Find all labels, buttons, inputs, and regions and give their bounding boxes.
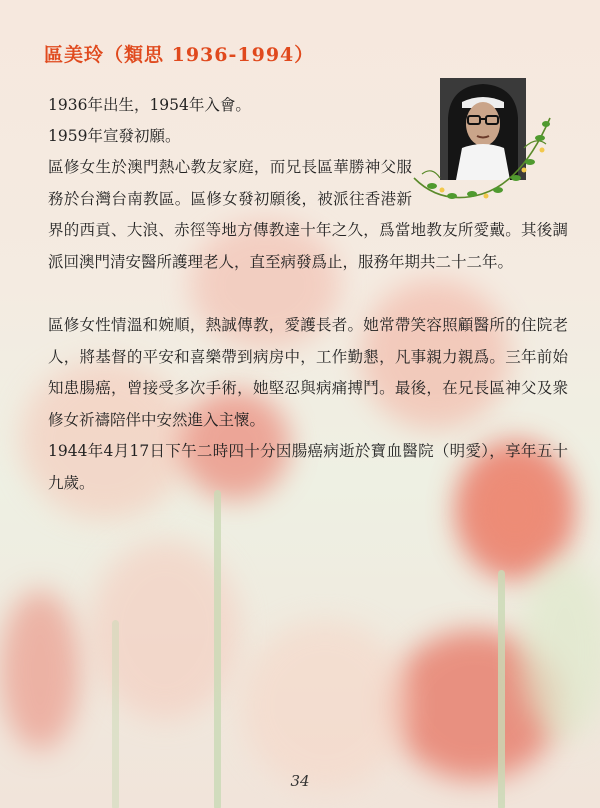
paragraph-vows: 1959年宣發初願。 [48, 127, 181, 145]
paragraph-mission-text: 區修女生於澳門熱心教友家庭，而兄長區華勝神父服務於台灣台南教區。區修女發初願後，被派往香港新界的西貢、大浪、赤徑等地方傳教達十年之久，爲當地教友所愛戴。其後調派回澳門清安醫所護理老人，直至病發爲止，服務年期共二十二年。 [48, 158, 568, 271]
photo-float-spacer [412, 152, 568, 214]
paragraph-character: 區修女性情溫和婉順，熱誠傳教，愛護長者。她常帶笑容照顧醫所的住院老人，將基督的平安和喜樂帶到病房中，工作勤懇，凡事親力親爲。三年前始知患腸癌，曾接受多次手術，她堅忍與病痛搏鬥。最後，在兄長區神父及衆修女祈禱陪伴中安然進入主懷。 [48, 316, 568, 429]
page-title: 區美玲（類思 1936-1994） [44, 44, 315, 66]
page-number: 34 [290, 772, 310, 790]
paragraph-death: 1944年4月17日下午二時四十分因腸癌病逝於寶血醫院（明愛），享年五十九歲。 [48, 442, 568, 492]
paragraph-mission [48, 152, 568, 278]
paragraph-birth: 1936年出生，1954年入會。 [48, 96, 251, 114]
